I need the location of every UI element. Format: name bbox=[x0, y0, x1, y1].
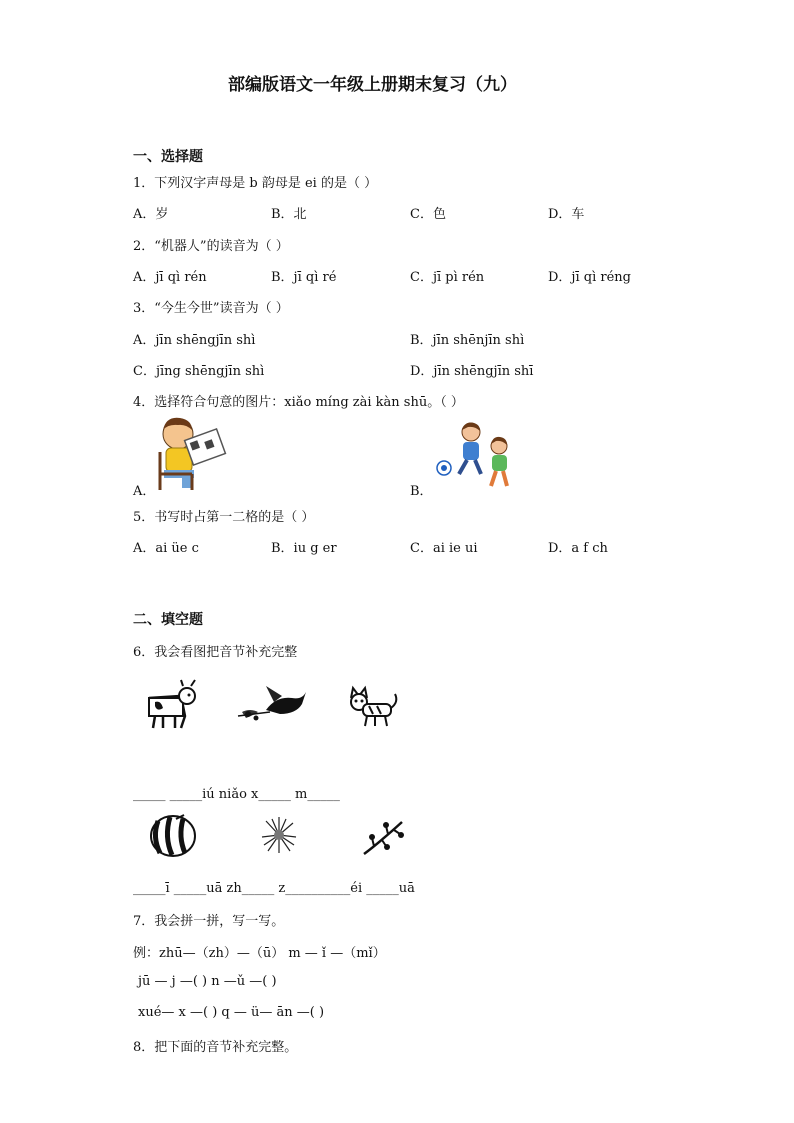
question-2-option-a: A．jī qì rén bbox=[133, 270, 207, 285]
question-2-stem: 2．“机器人”的读音为（ ） bbox=[133, 239, 289, 254]
question-3-option-a: A．jīn shēngjīn shì bbox=[133, 333, 256, 348]
question-5-stem: 5．书写时占第一二格的是（ ） bbox=[133, 510, 315, 525]
question-6-row1-fill: _____ _____iú niǎo x_____ m_____ bbox=[133, 787, 340, 802]
page-title: 部编版语文一年级上册期末复习（九） bbox=[228, 75, 517, 95]
question-5-option-d: D．a f ch bbox=[548, 541, 608, 556]
question-7-stem: 7．我会拼一拼，写一写。 bbox=[133, 914, 285, 929]
section-heading-fill: 二、填空题 bbox=[133, 612, 203, 628]
question-6-row2-fill: _____ī _____uā zh_____ z__________éi _____uā bbox=[133, 881, 415, 896]
question-2-option-d: D．jī qì réng bbox=[548, 270, 631, 285]
question-2-option-b: B．jī qì ré bbox=[271, 270, 337, 285]
boys-playing-football-icon bbox=[435, 420, 517, 494]
question-7-line-2: xué— x —( ) q — ü— ān —( ) bbox=[138, 1005, 325, 1020]
question-1-stem: 1．下列汉字声母是 b 韵母是 ei 的是（ ） bbox=[133, 176, 378, 191]
question-3-stem: 3．“今生今世”读音为（ ） bbox=[133, 301, 289, 316]
cow-icon bbox=[143, 676, 199, 732]
flower-icon bbox=[260, 815, 298, 855]
question-3-option-b: B．jīn shēnjīn shì bbox=[410, 333, 525, 348]
boy-reading-book-icon bbox=[152, 412, 228, 492]
cat-icon bbox=[343, 684, 401, 728]
question-1-option-a: A．岁 bbox=[133, 207, 169, 222]
section-heading-choice: 一、选择题 bbox=[133, 149, 203, 165]
question-5-option-a: A．ai üe c bbox=[133, 541, 199, 556]
watermelon-icon bbox=[148, 813, 198, 859]
question-3-option-c: C．jīng shēngjīn shì bbox=[133, 364, 265, 379]
question-5-option-c: C．ai ie ui bbox=[410, 541, 478, 556]
question-4-stem: 4．选择符合句意的图片：xiǎo míng zài kàn shū。（ ） bbox=[133, 395, 464, 410]
question-1-option-c: C．色 bbox=[410, 207, 446, 222]
question-1-option-b: B．北 bbox=[271, 207, 307, 222]
question-6-stem: 6．我会看图把音节补充完整 bbox=[133, 645, 298, 660]
bird-icon bbox=[236, 682, 312, 726]
question-4-option-b: B． bbox=[410, 484, 433, 499]
question-8-stem: 8．把下面的音节补充完整。 bbox=[133, 1040, 298, 1055]
question-2-option-c: C．jī pì rén bbox=[410, 270, 485, 285]
question-3-option-d: D．jīn shēngjīn shī bbox=[410, 364, 534, 379]
question-7-example: 例：zhū—（zh）—（ū） m — ǐ —（mǐ） bbox=[133, 946, 386, 961]
branch-icon bbox=[360, 818, 406, 858]
question-4-option-a: A． bbox=[133, 484, 156, 499]
question-7-line-1: jū — j —( ) n —ǔ —( ) bbox=[138, 974, 277, 989]
question-5-option-b: B．iu g er bbox=[271, 541, 337, 556]
question-1-option-d: D．车 bbox=[548, 207, 585, 222]
